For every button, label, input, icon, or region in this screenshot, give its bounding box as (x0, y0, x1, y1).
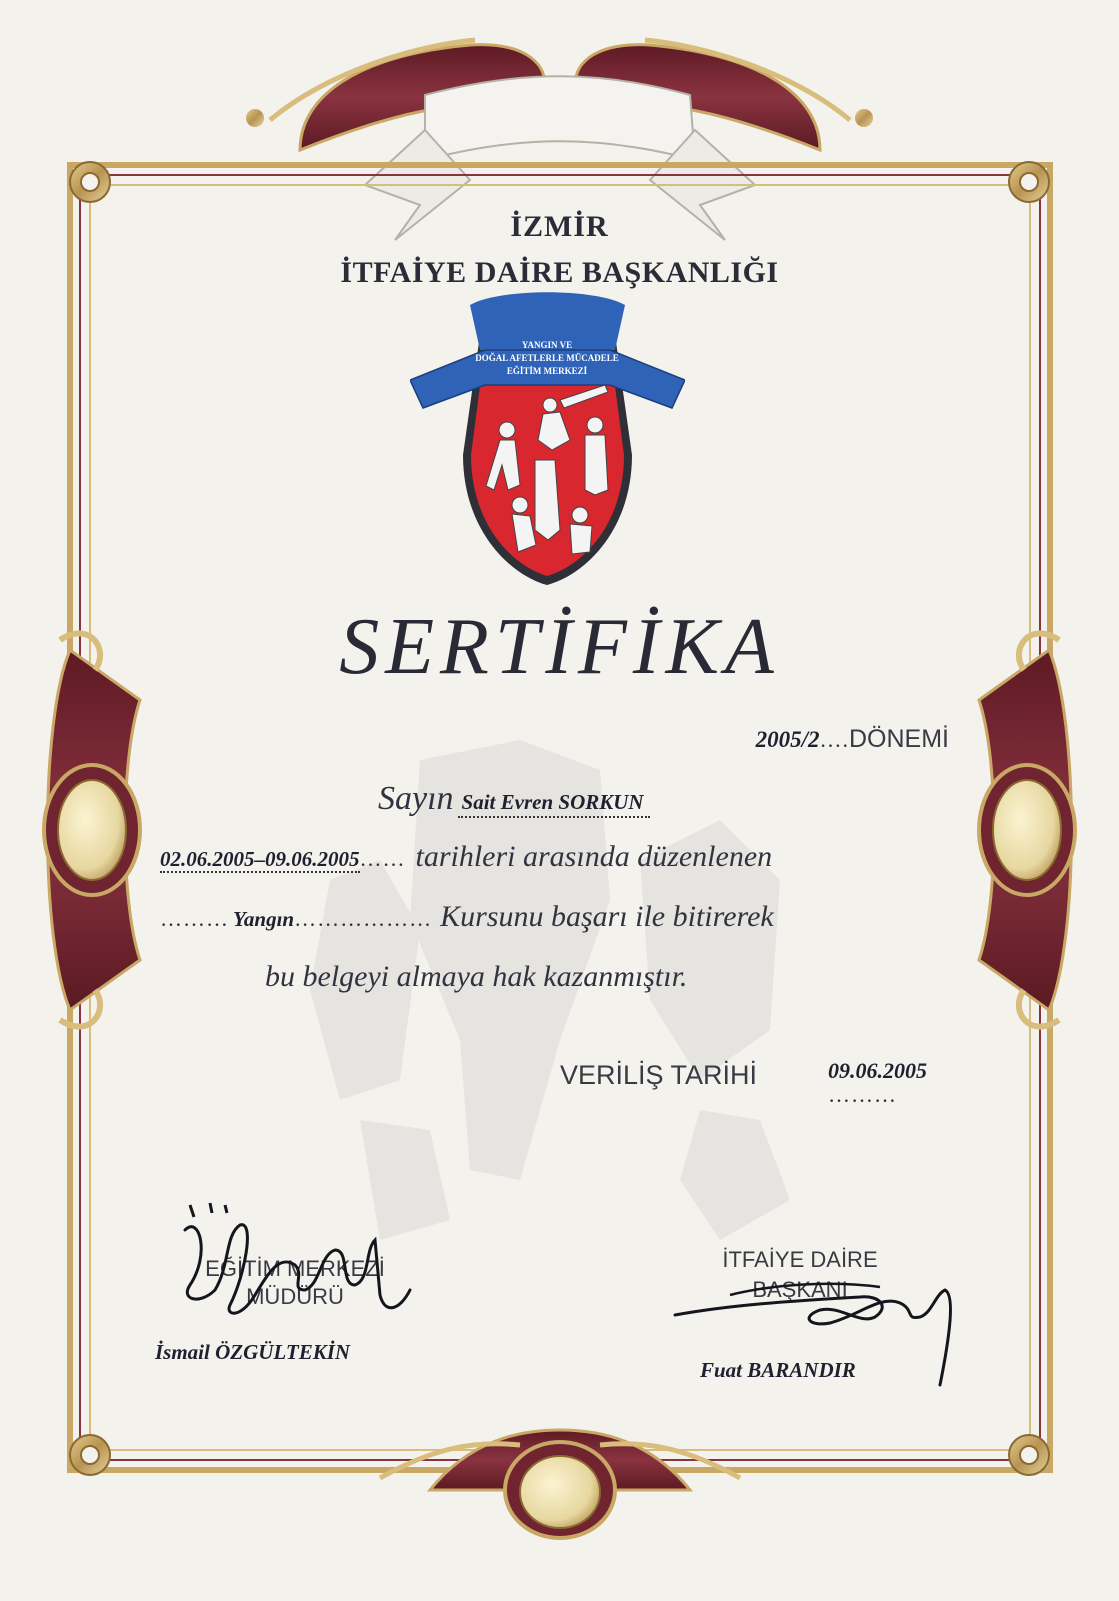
header-department: İTFAİYE DAİRE BAŞKANLIĞI (340, 256, 779, 289)
period-line (756, 725, 949, 754)
emblem-banner-line1: YANGIN VE (521, 340, 573, 350)
bottom-medallion (380, 1430, 740, 1538)
course-trail-dots: ……………… (294, 906, 433, 931)
left-signatory-name: İsmail ÖZGÜLTEKİN (155, 1340, 351, 1364)
date-range-text: tarihleri arasında düzenlenen (415, 840, 773, 873)
corner-scroll-top-left (70, 162, 110, 202)
closing-line: bu belgeyi almaya hak kazanmıştır. (265, 960, 688, 993)
date-range: 02.06.2005–09.06.2005 (160, 847, 360, 871)
right-signatory-name: Fuat BARANDIR (700, 1358, 856, 1382)
issue-date-dots: ……… (828, 1082, 897, 1107)
period-label: DÖNEMİ (849, 725, 949, 753)
salutation: Sayın (378, 780, 454, 817)
left-signatory-title-line2: MÜDÜRÜ (246, 1284, 344, 1309)
recipient-name: Sait Evren SORKUN (458, 790, 650, 818)
period-value: 2005/2 (755, 727, 820, 752)
issue-date-label: VERİLİŞ TARİHİ (560, 1060, 758, 1090)
recipient-line (378, 780, 650, 818)
fire-brigade-emblem-icon (410, 290, 685, 590)
right-signature-icon (670, 1265, 970, 1405)
date-range-dots: …… (359, 846, 406, 871)
course-line (160, 900, 774, 934)
certificate-title: SERTİFİKA (339, 603, 780, 691)
corner-scroll-top-right (1009, 162, 1049, 202)
emblem-banner-line2: DOĞAL AFETLERLE MÜCADELE (475, 353, 619, 363)
date-range-line (160, 840, 772, 874)
issue-date-line (560, 1060, 757, 1091)
course-name: Yangın (233, 907, 295, 931)
right-signatory-title-line2: BAŞKANI (752, 1277, 848, 1302)
right-signatory-title-line1: İTFAİYE DAİRE (722, 1247, 878, 1272)
emblem-banner-line3: EĞİTİM MERKEZİ (506, 366, 588, 376)
corner-scroll-bottom-right (1009, 1435, 1049, 1475)
period-dots: …. (819, 727, 849, 752)
corner-scroll-bottom-left (70, 1435, 110, 1475)
left-signature-icon (170, 1195, 420, 1335)
course-text: Kursunu başarı ile bitirerek (440, 900, 774, 933)
course-lead-dots: ……… (160, 906, 229, 931)
header-city: İZMİR (510, 210, 609, 243)
left-signatory-title-line1: EĞİTİM MERKEZİ (205, 1256, 385, 1281)
issue-date-value: 09.06.2005 (828, 1058, 927, 1083)
